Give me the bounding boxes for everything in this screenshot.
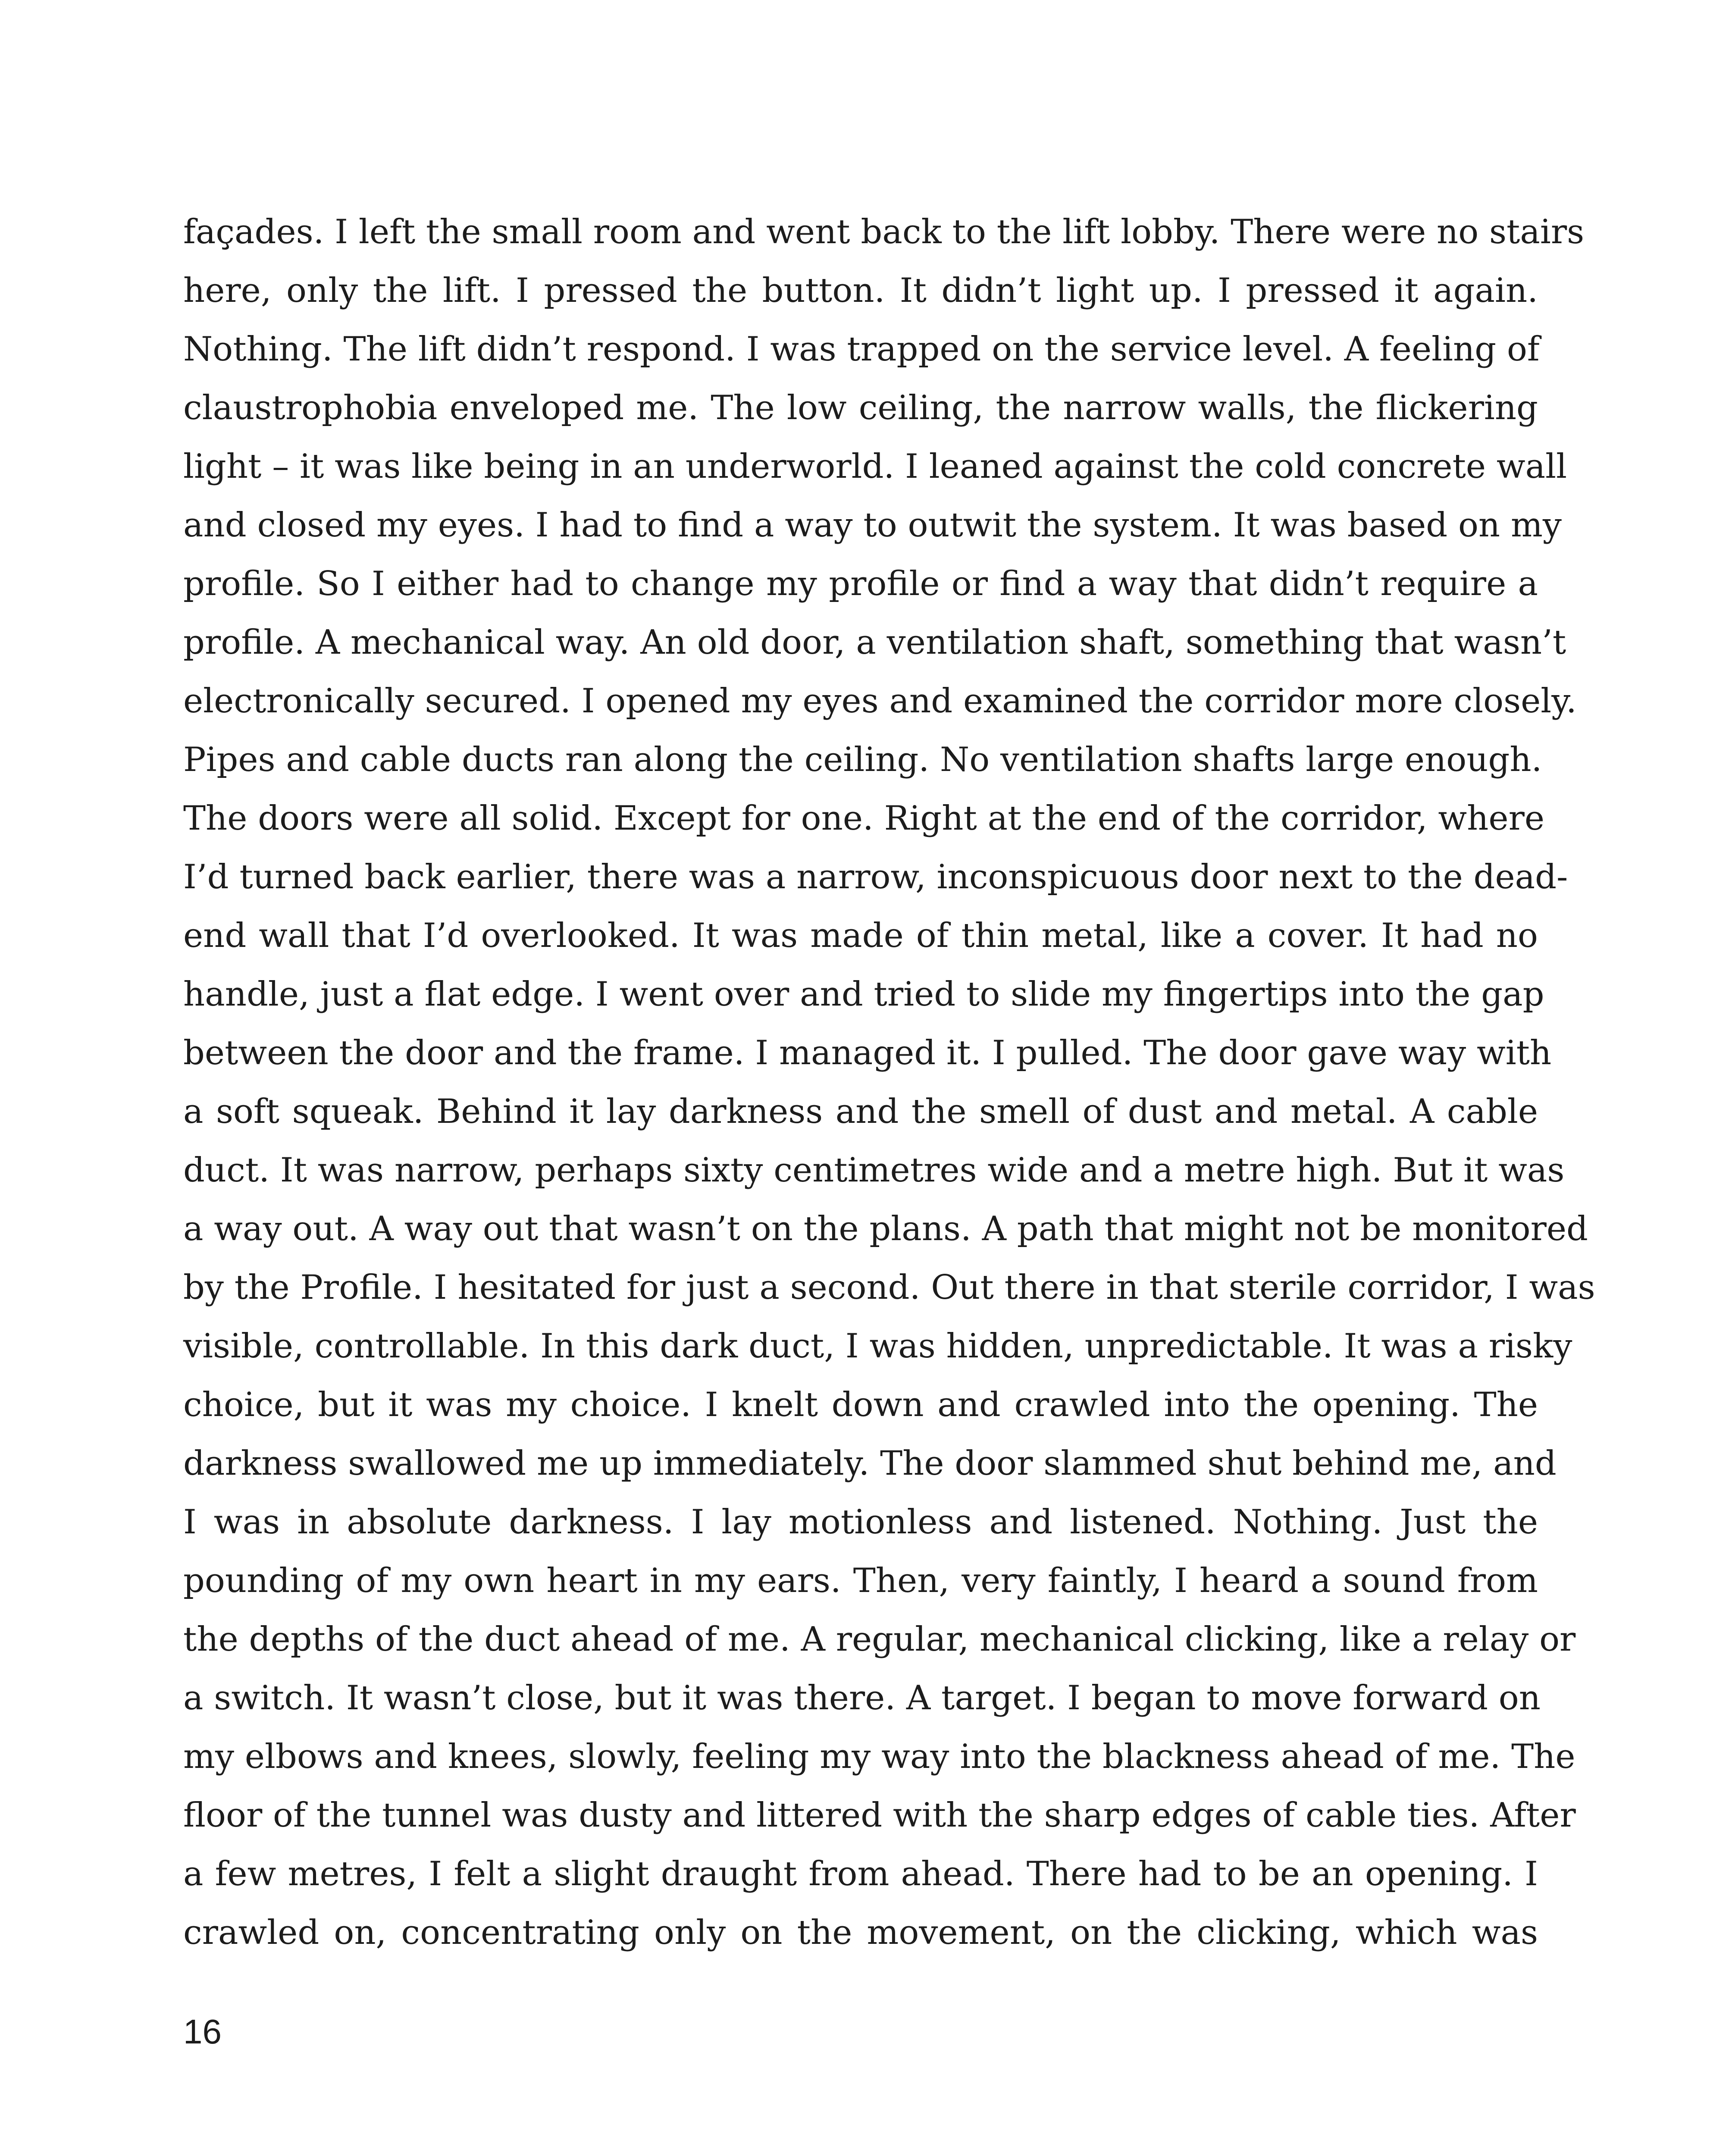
text-line: light – it was like being in an underworld. I leaned against the cold concrete wall <box>183 447 1567 486</box>
body-text <box>183 203 1595 1962</box>
text-line: claustrophobia enveloped me. The low ceiling, the narrow walls, the flickering <box>183 389 1538 427</box>
text-line: a switch. It wasn’t close, but it was there. A target. I began to move forward on <box>183 1679 1541 1717</box>
text-line: Pipes and cable ducts ran along the ceiling. No ventilation shafts large enough. <box>183 740 1542 779</box>
text-line: a way out. A way out that wasn’t on the plans. A path that might not be monitored <box>183 1210 1588 1248</box>
text-line: pounding of my own heart in my ears. Then, very faintly, I heard a sound from <box>183 1561 1538 1600</box>
text-line: duct. It was narrow, perhaps sixty centimetres wide and a metre high. But it was <box>183 1151 1565 1190</box>
text-line: the depths of the duct ahead of me. A regular, mechanical clicking, like a relay or <box>183 1620 1576 1659</box>
text-line: handle, just a flat edge. I went over and tried to slide my fingertips into the gap <box>183 975 1544 1014</box>
text-line: visible, controllable. In this dark duct, I was hidden, unpredictable. It was a risky <box>183 1327 1572 1366</box>
text-line: between the door and the frame. I managed it. I pulled. The door gave way with <box>183 1034 1552 1072</box>
text-line: profile. So I either had to change my profile or find a way that didn’t require a <box>183 564 1538 603</box>
text-line: façades. I left the small room and went back to the lift lobby. There were no stairs <box>183 213 1585 251</box>
text-line: by the Profile. I hesitated for just a second. Out there in that sterile corridor, I was <box>183 1268 1595 1307</box>
text-line: crawled on, concentrating only on the movement, on the clicking, which was <box>183 1913 1538 1952</box>
text-line: The doors were all solid. Except for one. Right at the end of the corridor, where <box>183 799 1545 838</box>
text-line: a soft squeak. Behind it lay darkness and the smell of dust and metal. A cable <box>183 1092 1538 1131</box>
text-line: I’d turned back earlier, there was a narrow, inconspicuous door next to the dead- <box>183 858 1568 896</box>
text-line: electronically secured. I opened my eyes and examined the corridor more closely. <box>183 682 1577 721</box>
text-line: Nothing. The lift didn’t respond. I was trapped on the service level. A feeling of <box>183 330 1540 369</box>
text-line: end wall that I’d overlooked. It was made of thin metal, like a cover. It had no <box>183 916 1538 955</box>
text-line: I was in absolute darkness. I lay motionless and listened. Nothing. Just the <box>183 1503 1538 1542</box>
page-number: 16 <box>183 2012 222 2051</box>
text-line: here, only the lift. I pressed the button. It didn’t light up. I pressed it again. <box>183 271 1538 310</box>
text-line: a few metres, I felt a slight draught from ahead. There had to be an opening. I <box>183 1855 1538 1893</box>
text-line: and closed my eyes. I had to find a way to outwit the system. It was based on my <box>183 506 1562 545</box>
text-line: darkness swallowed me up immediately. The door slammed shut behind me, and <box>183 1444 1557 1483</box>
text-line: profile. A mechanical way. An old door, a ventilation shaft, something that wasn’t <box>183 623 1566 662</box>
text-line: choice, but it was my choice. I knelt down and crawled into the opening. The <box>183 1385 1538 1424</box>
text-line: my elbows and knees, slowly, feeling my way into the blackness ahead of me. The <box>183 1737 1575 1776</box>
text-line: floor of the tunnel was dusty and littered with the sharp edges of cable ties. After <box>183 1796 1576 1835</box>
